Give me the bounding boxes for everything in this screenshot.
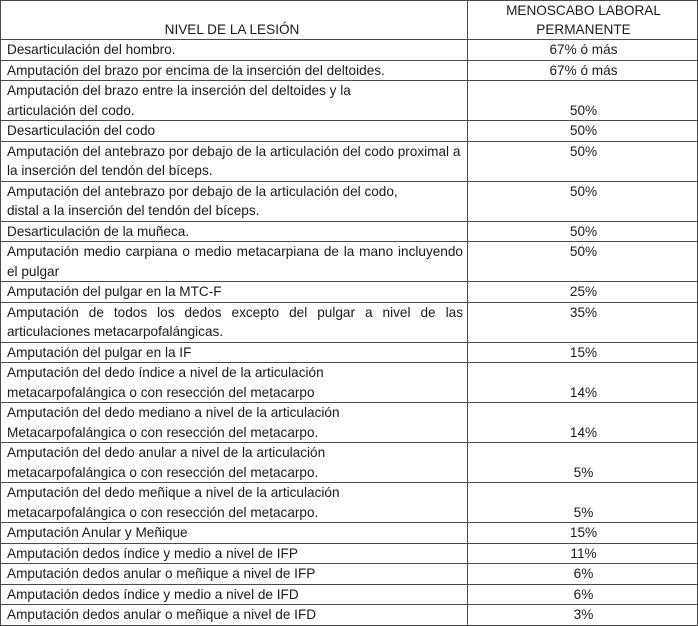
row-value: 50%	[468, 81, 698, 121]
row-description: Amputación del dedo meñique a nivel de la articulación metacarpofalángica o con resección del metacarpo.	[1, 483, 468, 523]
table-row	[1, 121, 698, 142]
row-description: Amputación dedos índice y medio a nivel de IFP	[1, 543, 468, 564]
row-value: 50%	[468, 141, 698, 181]
table-row	[1, 443, 698, 483]
row-description: Amputación del brazo entre la inserción del deltoides y la articulación del codo.	[1, 81, 468, 121]
row-value: 50%	[468, 121, 698, 142]
row-value: 25%	[468, 282, 698, 303]
row-value: 50%	[468, 242, 698, 282]
header-permanent-impairment	[468, 1, 698, 40]
table-row	[1, 242, 698, 282]
row-value: 35%	[468, 302, 698, 342]
row-description: Desarticulación del codo	[1, 121, 468, 142]
row-description: Amputación del antebrazo por debajo de la articulación del codo proximal a la inserción del tendón del bíceps.	[1, 141, 468, 181]
row-description: Desarticulación del hombro.	[1, 40, 468, 61]
table-row	[1, 141, 698, 181]
row-description: Amputación del pulgar en la IF	[1, 342, 468, 363]
table-row	[1, 40, 698, 61]
row-value: 50%	[468, 221, 698, 242]
row-value: 14%	[468, 403, 698, 443]
table-row	[1, 302, 698, 342]
table-row	[1, 181, 698, 221]
row-value: 50%	[468, 181, 698, 221]
row-description: Amputación dedos anular o meñique a nivel de IFD	[1, 605, 468, 626]
row-value: 67% ó más	[468, 40, 698, 61]
row-description: Amputación dedos índice y medio a nivel de IFD	[1, 584, 468, 605]
header-row	[1, 1, 698, 40]
row-value: 3%	[468, 605, 698, 626]
header-impairment-line2: PERMANENTE	[536, 22, 631, 37]
row-description: Amputación del pulgar en la MTC-F	[1, 282, 468, 303]
header-injury-level: NIVEL DE LA LESIÓN	[1, 1, 468, 40]
table-row	[1, 60, 698, 81]
table-row	[1, 363, 698, 403]
row-description: Amputación del brazo por encima de la inserción del deltoides.	[1, 60, 468, 81]
row-description: Amputación del dedo anular a nivel de la articulación metacarpofalángica o con resección del metacarpo.	[1, 443, 468, 483]
row-description: Amputación Anular y Meñique	[1, 523, 468, 544]
row-description: Amputación del antebrazo por debajo de la articulación del codo, distal a la inserción del tendón del bíceps.	[1, 181, 468, 221]
row-value: 6%	[468, 584, 698, 605]
table-row	[1, 282, 698, 303]
row-value: 11%	[468, 543, 698, 564]
row-value: 67% ó más	[468, 60, 698, 81]
table-row	[1, 342, 698, 363]
row-description: Amputación del dedo mediano a nivel de la articulación Metacarpofalángica o con resección del metacarpo.	[1, 403, 468, 443]
table-row	[1, 221, 698, 242]
table-row	[1, 523, 698, 544]
row-value: 5%	[468, 443, 698, 483]
table-row	[1, 543, 698, 564]
row-value: 15%	[468, 342, 698, 363]
table-row	[1, 483, 698, 523]
row-description: Amputación de todos los dedos excepto del pulgar a nivel de las articulaciones metacarpofalángicas.	[1, 302, 468, 342]
row-description: Desarticulación de la muñeca.	[1, 221, 468, 242]
table-row	[1, 81, 698, 121]
row-value: 15%	[468, 523, 698, 544]
header-impairment-line1: MENOSCABO LABORAL	[506, 3, 661, 18]
row-value: 5%	[468, 483, 698, 523]
table-row	[1, 403, 698, 443]
row-description: Amputación dedos anular o meñique a nivel de IFP	[1, 564, 468, 585]
table-row	[1, 564, 698, 585]
row-value: 14%	[468, 363, 698, 403]
row-description: Amputación del dedo índice a nivel de la articulación metacarpofalángica o con resección del metacarpo	[1, 363, 468, 403]
row-description: Amputación medio carpiana o medio metacarpiana de la mano incluyendo el pulgar	[1, 242, 468, 282]
table-row	[1, 584, 698, 605]
row-value: 6%	[468, 564, 698, 585]
